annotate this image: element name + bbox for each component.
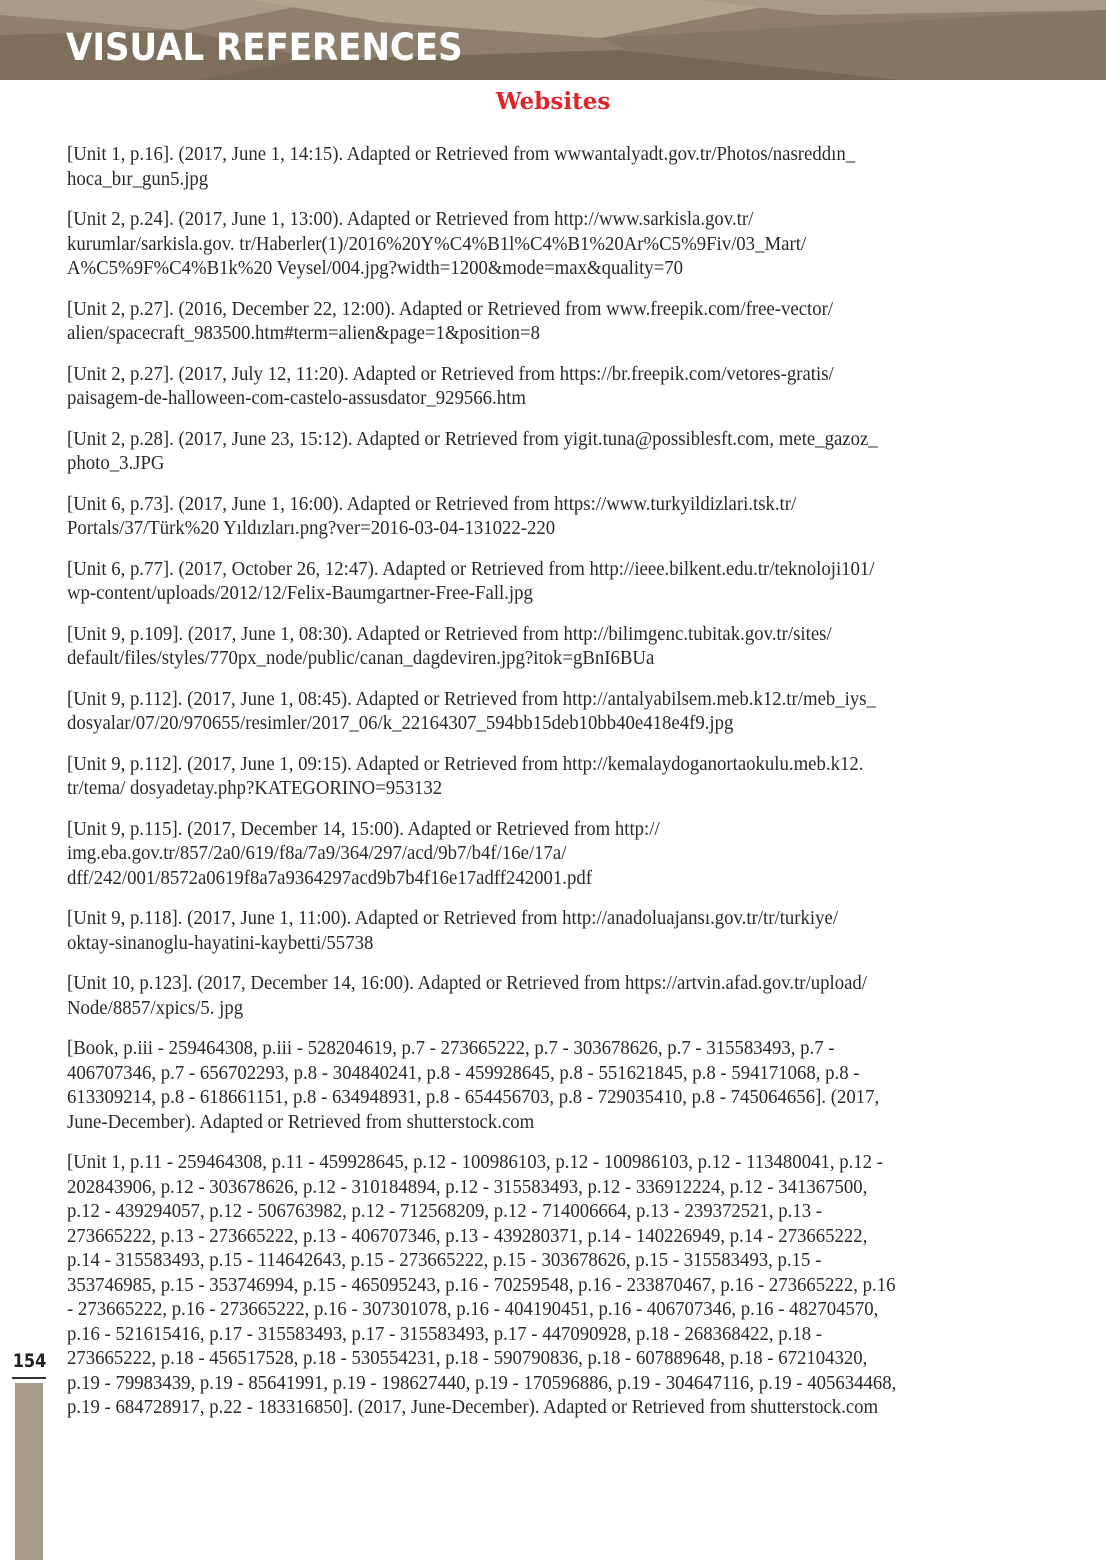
reference-line: [Unit 1, p.16]. (2017, June 1, 14:15). Adapted or Retrieved from wwwantalyadt.gov.tr/Photos/nasreddın_	[67, 144, 856, 165]
reference-line: [Unit 2, p.27]. (2016, December 22, 12:00). Adapted or Retrieved from www.freepik.com/free-vector/	[67, 298, 834, 320]
reference-line: [Unit 2, p.27]. (2017, July 12, 11:20). Adapted or Retrieved from https://br.freepik.com/vetores-gratis/	[67, 363, 834, 385]
reference-line: [Unit 6, p.73]. (2017, June 1, 16:00). Adapted or Retrieved from https://www.turkyildizlari.tsk.tr/	[67, 493, 797, 515]
reference-entry	[67, 298, 1067, 347]
reference-line: - 273665222, p.16 - 273665222, p.16 - 307301078, p.16 - 404190451, p.16 - 406707346, p.16 - 482704570,	[67, 1299, 879, 1320]
reference-line: photo_3.JPG	[67, 453, 165, 474]
reference-line: p.19 - 79983439, p.19 - 85641991, p.19 - 198627440, p.19 - 170596886, p.19 - 304647116, p.19 - 405634468,	[67, 1372, 897, 1394]
page-title: VISUAL REFERENCES	[66, 26, 463, 69]
reference-line: [Unit 6, p.77]. (2017, October 26, 12:47). Adapted or Retrieved from http://ieee.bilkent.edu.tr/teknoloji101/	[67, 558, 875, 580]
reference-line: kurumlar/sarkisla.gov. tr/Haberler(1)/2016%20Y%C4%B1l%C4%B1%20Ar%C5%9Fiv/03_Mart/	[67, 233, 807, 255]
reference-line: [Unit 9, p.115]. (2017, December 14, 15:00). Adapted or Retrieved from http://	[67, 818, 660, 840]
reference-entry	[67, 1151, 1067, 1421]
reference-line: 613309214, p.8 - 618661151, p.8 - 634948931, p.8 - 654456703, p.8 - 729035410, p.8 - 745064656]. (2017,	[67, 1087, 880, 1108]
reference-line: [Unit 1, p.11 - 259464308, p.11 - 459928645, p.12 - 100986103, p.12 - 100986103, p.12 - 113480041, p.12 -	[67, 1152, 883, 1173]
reference-line: June-December). Adapted or Retrieved from shutterstock.com	[67, 1111, 535, 1133]
page-number-rule	[12, 1377, 46, 1379]
reference-line: [Unit 2, p.24]. (2017, June 1, 13:00). Adapted or Retrieved from http://www.sarkisla.gov.tr/	[67, 209, 754, 230]
reference-line: dosyalar/07/20/970655/resimler/2017_06/k_22164307_594bb15deb10bb40e418e4f9.jpg	[67, 713, 734, 734]
reference-line: [Unit 9, p.112]. (2017, June 1, 08:45). Adapted or Retrieved from http://antalyabilsem.meb.k12.tr/meb_iys_	[67, 688, 876, 710]
page-side-bar	[15, 1383, 43, 1560]
reference-line: oktay-sinanoglu-hayatini-kaybetti/55738	[67, 932, 374, 954]
reference-line: wp-content/uploads/2012/12/Felix-Baumgartner-Free-Fall.jpg	[67, 583, 533, 604]
reference-entry	[67, 623, 1067, 672]
reference-line: [Book, p.iii - 259464308, p.iii - 528204619, p.7 - 273665222, p.7 - 303678626, p.7 - 315583493, p.7 -	[67, 1038, 835, 1059]
reference-line: 353746985, p.15 - 353746994, p.15 - 465095243, p.16 - 70259548, p.16 - 233870467, p.16 - 273665222, p.16	[67, 1274, 896, 1296]
reference-entry	[67, 363, 1067, 412]
reference-line: 202843906, p.12 - 303678626, p.12 - 310184894, p.12 - 315583493, p.12 - 336912224, p.12 - 341367500,	[67, 1176, 868, 1198]
reference-line: 273665222, p.13 - 273665222, p.13 - 406707346, p.13 - 439280371, p.14 - 140226949, p.14 - 273665222,	[67, 1225, 868, 1247]
reference-line: Node/8857/xpics/5. jpg	[67, 997, 244, 1019]
reference-line: hoca_bır_gun5.jpg	[67, 168, 209, 190]
reference-line: alien/spacecraft_983500.htm#term=alien&page=1&position=8	[67, 323, 540, 344]
reference-line: 406707346, p.7 - 656702293, p.8 - 304840241, p.8 - 459928645, p.8 - 551621845, p.8 - 594171068, p.8 -	[67, 1062, 860, 1084]
reference-entry	[67, 143, 1067, 192]
reference-entry	[67, 1037, 1067, 1135]
reference-line: [Unit 2, p.28]. (2017, June 23, 15:12). Adapted or Retrieved from yigit.tuna@possiblesft.com, mete_gazoz_	[67, 428, 878, 450]
reference-entry	[67, 688, 1067, 737]
reference-line: p.12 - 439294057, p.12 - 506763982, p.12 - 712568209, p.12 - 714006664, p.13 - 239372521, p.13 -	[67, 1201, 823, 1222]
reference-line: [Unit 9, p.109]. (2017, June 1, 08:30). Adapted or Retrieved from http://bilimgenc.tubitak.gov.tr/sites/	[67, 623, 832, 645]
reference-line: Portals/37/Türk%20 Yıldızları.png?ver=2016-03-04-131022-220	[67, 518, 556, 539]
reference-line: paisagem-de-halloween-com-castelo-assusdator_929566.htm	[67, 388, 526, 409]
reference-line: dff/242/001/8572a0619f8a7a9364297acd9b7b4f16e17adff242001.pdf	[67, 867, 592, 889]
reference-entry	[67, 972, 1067, 1021]
reference-line: [Unit 10, p.123]. (2017, December 14, 16:00). Adapted or Retrieved from https://artvin.afad.gov.tr/upload/	[67, 973, 868, 994]
reference-list	[67, 143, 1067, 1437]
reference-line: tr/tema/ dosyadetay.php?KATEGORINO=953132	[67, 778, 443, 799]
reference-entry	[67, 208, 1067, 282]
page-header-banner	[0, 0, 1106, 80]
reference-entry	[67, 558, 1067, 607]
reference-entry	[67, 428, 1067, 477]
reference-line: 273665222, p.18 - 456517528, p.18 - 530554231, p.18 - 590790836, p.18 - 607889648, p.18 - 672104320,	[67, 1348, 868, 1369]
reference-entry	[67, 907, 1067, 956]
section-heading: Websites	[495, 88, 611, 115]
reference-line: default/files/styles/770px_node/public/canan_dagdeviren.jpg?itok=gBnI6BUa	[67, 648, 655, 669]
reference-line: p.19 - 684728917, p.22 - 183316850]. (2017, June-December). Adapted or Retrieved from shutterstock.com	[67, 1397, 879, 1418]
reference-line: [Unit 9, p.118]. (2017, June 1, 11:00). Adapted or Retrieved from http://anadoluajansı.gov.tr/tr/turkiye/	[67, 908, 839, 929]
reference-entry	[67, 753, 1067, 802]
reference-line: A%C5%9F%C4%B1k%20 Veysel/004.jpg?width=1200&mode=max&quality=70	[67, 258, 684, 279]
page-number: 154	[12, 1350, 47, 1372]
reference-line: img.eba.gov.tr/857/2a0/619/f8a/7a9/364/297/acd/9b7/b4f/16e/17a/	[67, 843, 567, 864]
reference-entry	[67, 818, 1067, 892]
reference-line: p.14 - 315583493, p.15 - 114642643, p.15 - 273665222, p.15 - 303678626, p.15 - 315583493, p.15 -	[67, 1250, 822, 1271]
reference-entry	[67, 493, 1067, 542]
reference-line: [Unit 9, p.112]. (2017, June 1, 09:15). Adapted or Retrieved from http://kemalaydoganortaokulu.meb.k12.	[67, 753, 864, 775]
reference-line: p.16 - 521615416, p.17 - 315583493, p.17 - 315583493, p.17 - 447090928, p.18 - 268368422, p.18 -	[67, 1323, 823, 1345]
